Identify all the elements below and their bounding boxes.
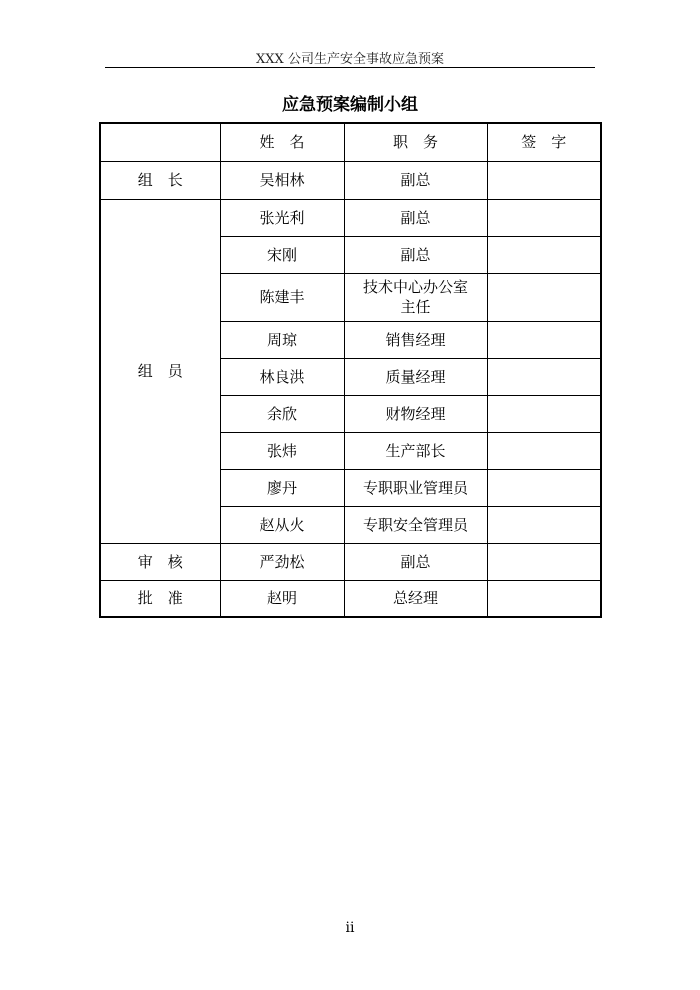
team-table: [99, 122, 602, 618]
position-cell: 副总: [344, 543, 487, 580]
signature-cell: [487, 506, 601, 543]
signature-cell: [487, 469, 601, 506]
role-cell-reviewer: 审 核: [100, 543, 220, 580]
name-cell: 张光利: [220, 199, 344, 236]
name-cell: 陈建丰: [220, 273, 344, 321]
position-cell: 副总: [344, 199, 487, 236]
position-cell: 副总: [344, 161, 487, 199]
role-cell-leader: 组 长: [100, 161, 220, 199]
header-rule: [105, 67, 595, 68]
page-number: ii: [345, 920, 355, 936]
name-cell: 周琼: [220, 321, 344, 358]
name-cell: 严劲松: [220, 543, 344, 580]
name-cell: 廖丹: [220, 469, 344, 506]
signature-cell: [487, 236, 601, 273]
running-header: XXX 公司生产安全事故应急预案: [256, 52, 444, 67]
signature-cell: [487, 161, 601, 199]
header-cell-blank: [100, 123, 220, 161]
table-header-row: [100, 123, 601, 161]
signature-cell: [487, 432, 601, 469]
signature-cell: [487, 273, 601, 321]
signature-cell: [487, 358, 601, 395]
position-cell: 销售经理: [344, 321, 487, 358]
table-row-reviewer: [100, 543, 601, 580]
name-cell: 吴相林: [220, 161, 344, 199]
name-cell: 余欣: [220, 395, 344, 432]
position-cell: 质量经理: [344, 358, 487, 395]
position-cell: 技术中心办公室主任: [344, 273, 487, 321]
position-cell: 副总: [344, 236, 487, 273]
signature-cell: [487, 543, 601, 580]
name-cell: 赵明: [220, 580, 344, 617]
table-row-leader: [100, 161, 601, 199]
signature-cell: [487, 580, 601, 617]
signature-cell: [487, 199, 601, 236]
name-cell: 赵从火: [220, 506, 344, 543]
role-cell-members: 组 员: [100, 199, 220, 543]
signature-cell: [487, 321, 601, 358]
header-cell-position: 职 务: [344, 123, 487, 161]
position-cell: 总经理: [344, 580, 487, 617]
role-cell-approver: 批 准: [100, 580, 220, 617]
table-row-approver: [100, 580, 601, 617]
position-cell: 财物经理: [344, 395, 487, 432]
position-cell: 专职职业管理员: [344, 469, 487, 506]
name-cell: 宋刚: [220, 236, 344, 273]
name-cell: 张炜: [220, 432, 344, 469]
header-cell-signature: 签 字: [487, 123, 601, 161]
name-cell: 林良洪: [220, 358, 344, 395]
header-cell-name: 姓 名: [220, 123, 344, 161]
position-cell: 专职安全管理员: [344, 506, 487, 543]
position-cell: 生产部长: [344, 432, 487, 469]
signature-cell: [487, 395, 601, 432]
document-title: 应急预案编制小组: [282, 95, 418, 115]
table-row-member: [100, 199, 601, 236]
